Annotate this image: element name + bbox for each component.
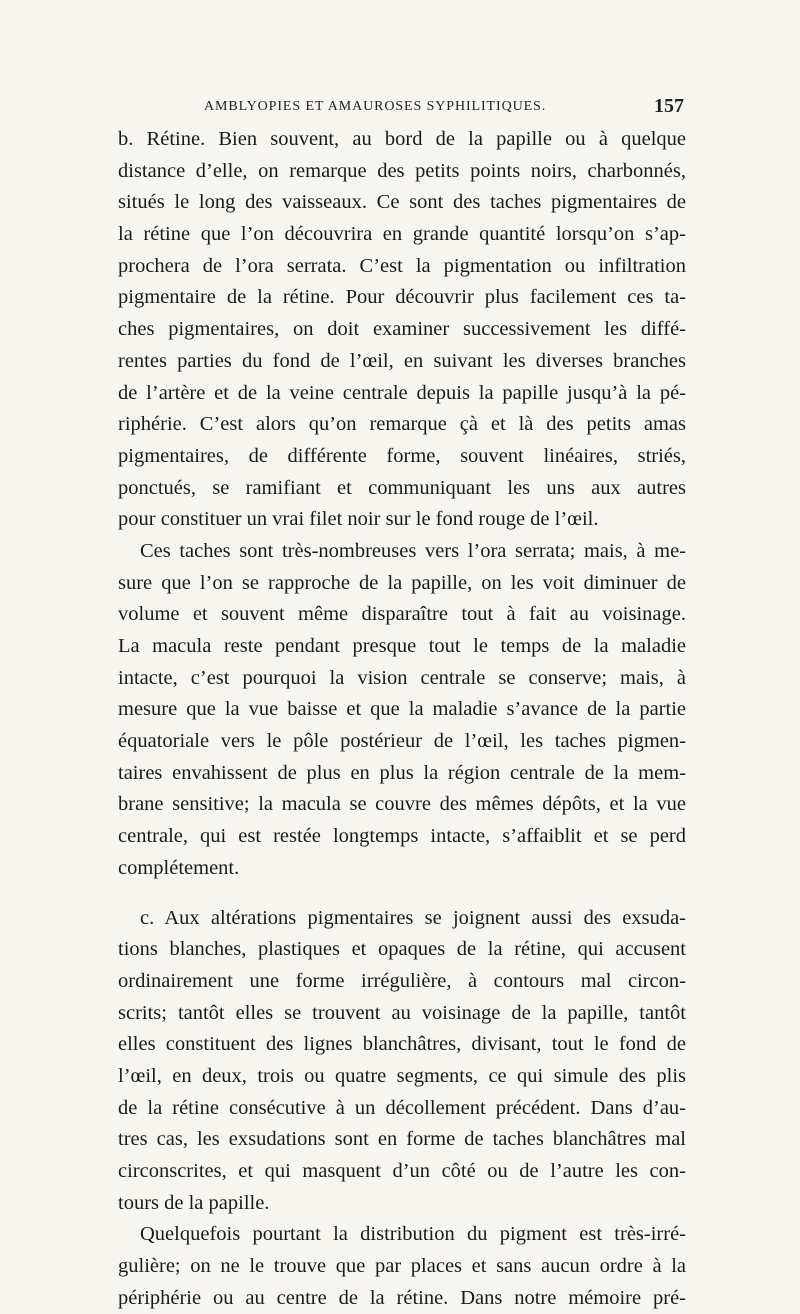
text-line: riphérie. C’est alors qu’on remarque çà et là des petits amas — [118, 413, 686, 436]
running-title: AMBLYOPIES ET AMAUROSES SYPHILITIQUES. — [204, 99, 547, 114]
text-line: ches pigmentaires, on doit examiner successivement les diffé- — [118, 318, 686, 341]
text-line: pour constituer un vrai filet noir sur le fond rouge de l’œil. — [118, 508, 599, 531]
text-line: l’œil, en deux, trois ou quatre segments, ce qui simule des plis — [118, 1064, 686, 1087]
text-line: elles constituent des lignes blanchâtres, divisant, tout le fond de — [118, 1033, 686, 1056]
text-line: équatoriale vers le pôle postérieur de l’œil, les taches pigmen- — [118, 730, 686, 753]
text-line: sure que l’on se rapproche de la papille, on les voit diminuer de — [118, 571, 686, 594]
text-line: périphérie ou au centre de la rétine. Dans notre mémoire pré- — [118, 1286, 686, 1309]
body-text — [118, 124, 686, 1314]
page-header — [118, 95, 686, 121]
text-line: intacte, c’est pourquoi la vision centrale se conserve; mais, à — [118, 666, 686, 689]
text-line: gulière; on ne le trouve que par places et sans aucun ordre à la — [118, 1255, 686, 1278]
text-line: circonscrites, et qui masquent d’un côté ou de l’autre les con- — [118, 1160, 686, 1182]
text-line: Ces taches sont très-nombreuses vers l’ora serrata; mais, à me- — [140, 539, 686, 562]
text-line: b. Rétine. Bien souvent, au bord de la papille ou à quelque — [118, 128, 686, 150]
text-line: prochera de l’ora serrata. C’est la pigmentation ou infiltration — [118, 254, 686, 277]
text-line: ponctués, se ramifiant et communiquant les uns aux autres — [118, 476, 686, 499]
text-line: de la rétine consécutive à un décollement précédent. Dans d’au- — [118, 1096, 686, 1119]
text-line: taires envahissent de plus en plus la région centrale de la mem- — [118, 761, 686, 784]
text-line: rentes parties du fond de l’œil, en suivant les diverses branches — [118, 349, 686, 372]
text-line: volume et souvent même disparaître tout à fait au voisinage. — [118, 603, 686, 626]
text-line: de l’artère et de la veine centrale depuis la papille jusqu’à la pé- — [118, 381, 686, 404]
text-line: tions blanches, plastiques et opaques de la rétine, qui accusent — [118, 938, 686, 961]
text-line: brane sensitive; la macula se couvre des mêmes dépôts, et la vue — [118, 793, 686, 816]
text-line: Quelquefois pourtant la distribution du pigment est très-irré- — [140, 1223, 686, 1246]
text-line: La macula reste pendant presque tout le temps de la maladie — [118, 635, 686, 657]
text-line: centrale, qui est restée longtemps intacte, s’affaiblit et se perd — [118, 825, 686, 848]
text-line: c. Aux altérations pigmentaires se joignent aussi des exsuda- — [140, 906, 686, 929]
text-line: mesure que la vue baisse et que la maladie s’avance de la partie — [118, 698, 686, 721]
paragraph-gap — [118, 885, 686, 903]
text-line: complétement. — [118, 856, 240, 879]
text-line: ordinairement une forme irrégulière, à contours mal circon- — [118, 969, 686, 992]
text-line: distance d’elle, on remarque des petits points noirs, charbonnés, — [118, 159, 686, 182]
text-line: situés le long des vaisseaux. Ce sont des taches pigmentaires de — [118, 191, 686, 214]
text-line: la rétine que l’on découvrira en grande quantité lorsqu’on s’ap- — [118, 223, 686, 246]
text-line: pigmentaires, de différente forme, souvent linéaires, striés, — [118, 444, 686, 467]
text-line: scrits; tantôt elles se trouvent au voisinage de la papille, tantôt — [118, 1001, 686, 1024]
text-line: tours de la papille. — [118, 1191, 270, 1214]
text-line: tres cas, les exsudations sont en forme de taches blanchâtres mal — [118, 1128, 686, 1151]
page-number: 157 — [654, 95, 684, 117]
text-line: pigmentaire de la rétine. Pour découvrir plus facilement ces ta- — [118, 286, 686, 309]
